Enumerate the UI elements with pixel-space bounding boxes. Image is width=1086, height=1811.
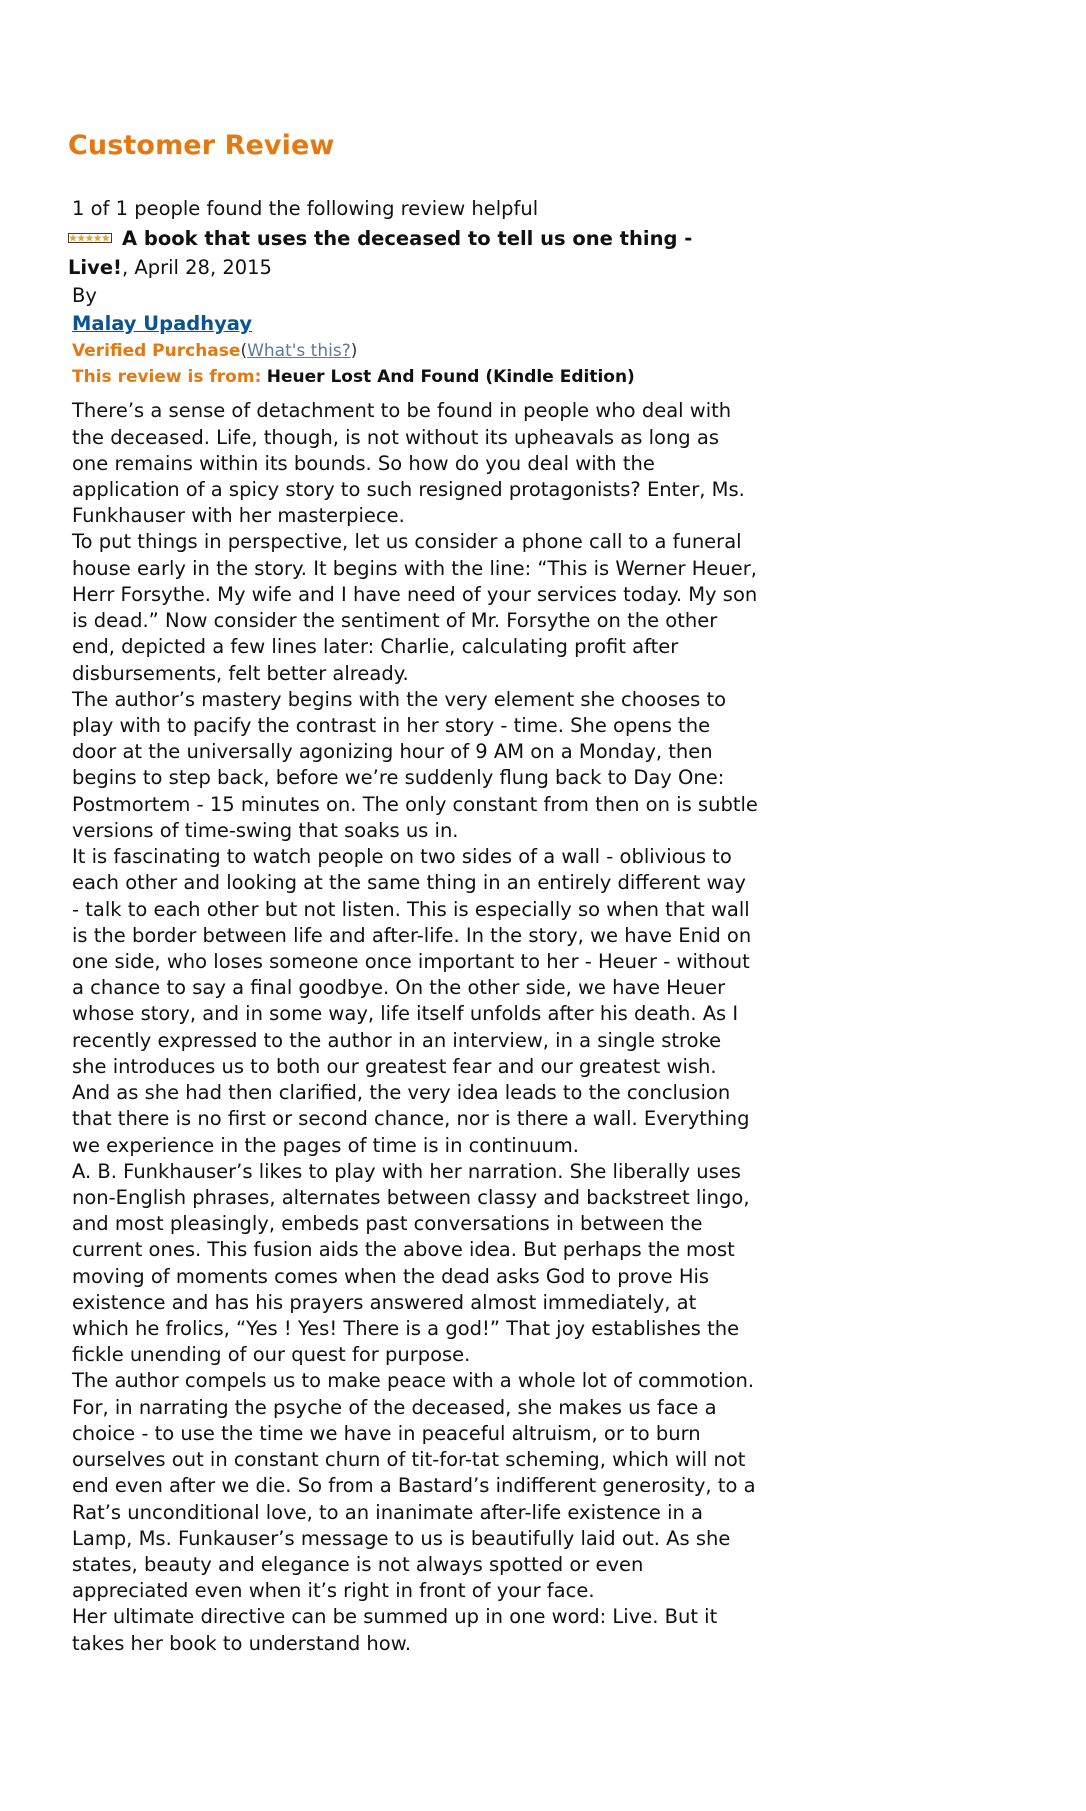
review-title-row bbox=[68, 225, 758, 282]
review-paragraph: To put things in perspective, let us consider a phone call to a funeral house early in the story. It begins with the line: “This is Werner Heuer, Herr Forsythe. My wife and I have need of your services today. My son is dead.” Now consider the sentiment of Mr. Forsythe on the other end, depicted a few lines later: Charlie, calculating profit after disbursements, felt better already. bbox=[72, 530, 758, 685]
by-label: By bbox=[72, 283, 97, 307]
review-source-row bbox=[68, 365, 758, 391]
review-paragraph: The author compels us to make peace with a whole lot of commotion. For, in narrating the psyche of the deceased, she makes us face a choice - to use the time we have in peaceful altruism, or to burn ourselves out in constant churn of tit-for-tat scheming, which will not end even after we die. So from a Bastard’s indifferent generosity, to a Rat’s unconditional love, to an inanimate after-life existence in a Lamp, Ms. Funkauser’s message to us is beautifully laid out. As she states, beauty and elegance is not always spotted or even appreciated even when it’s right in front of your face. bbox=[72, 1369, 756, 1603]
whats-this-link[interactable]: What's this? bbox=[247, 341, 351, 362]
helpful-votes-text: 1 of 1 people found the following review helpful bbox=[72, 197, 539, 221]
product-title-link[interactable]: Heuer Lost And Found (Kindle Edition) bbox=[266, 366, 635, 387]
review-title-comma: , bbox=[121, 255, 129, 279]
review-source-label: This review is from: bbox=[72, 366, 262, 387]
review-paragraph: It is fascinating to watch people on two sides of a wall - oblivious to each other and looking at the same thing in an entirely different way - talk to each other but not listen. This is especially so when that wall is the border between life and after-life. In the story, we have Enid on one side, who loses someone once important to her - Heuer - without a chance to say a final goodbye. On the other side, we have Heuer whose story, and in some way, life itself unfolds after his death. As I recently expressed to the author in an interview, in a single stroke she introduces us to both our greatest fear and our greatest wish. And as she had then clarified, the very idea leads to the conclusion that there is no first or second chance, nor is there a wall. Everything we experience in the pages of time is in continuum. bbox=[72, 845, 752, 1157]
verified-purchase-row bbox=[68, 339, 758, 365]
whats-this-close-paren: ) bbox=[350, 341, 358, 362]
review-container bbox=[68, 130, 758, 1657]
review-paragraph: A. B. Funkhauser’s likes to play with her narration. She liberally uses non-English phrases, alternates between classy and backstreet lingo, and most pleasingly, embeds past conversations in between the current ones. This fusion aids the above idea. But perhaps the most moving of moments comes when the dead asks God to prove His existence and has his prayers answered almost immediately, at which he frolics, “Yes ! Yes! There is a god!” That joy establishes the fickle unending of our quest for purpose. bbox=[72, 1159, 750, 1367]
verified-purchase-badge: Verified Purchase bbox=[72, 341, 241, 362]
page-title: Customer Review bbox=[68, 130, 335, 161]
review-paragraph: There’s a sense of detachment to be found in people who deal with the deceased. Life, though, is not without its upheavals as long as one remains within its bounds. So how do you deal with the application of a spicy story to such resigned protagonists? Enter, Ms. Funkhauser with her masterpiece. bbox=[72, 399, 745, 528]
review-paragraph: The author’s mastery begins with the very element she chooses to play with to pacify the contrast in her story - time. She opens the door at the universally agonizing hour of 9 AM on a Monday, then begins to step back, before we’re suddenly flung back to Day One: Postmortem - 15 minutes on. The only constant from then on is subtle versions of time-swing that soaks us in. bbox=[72, 687, 758, 842]
whats-this-open-paren: ( bbox=[240, 341, 248, 362]
review-author-link[interactable]: Malay Upadhyay bbox=[72, 312, 253, 336]
review-body bbox=[68, 398, 758, 1657]
review-paragraph: Her ultimate directive can be summed up in one word: Live. But it takes her book to understand how. bbox=[72, 1605, 718, 1655]
review-date: April 28, 2015 bbox=[134, 255, 272, 279]
review-title: A book that uses the deceased to tell us one thing - Live! bbox=[68, 227, 693, 279]
five-star-rating-icon bbox=[68, 233, 112, 243]
